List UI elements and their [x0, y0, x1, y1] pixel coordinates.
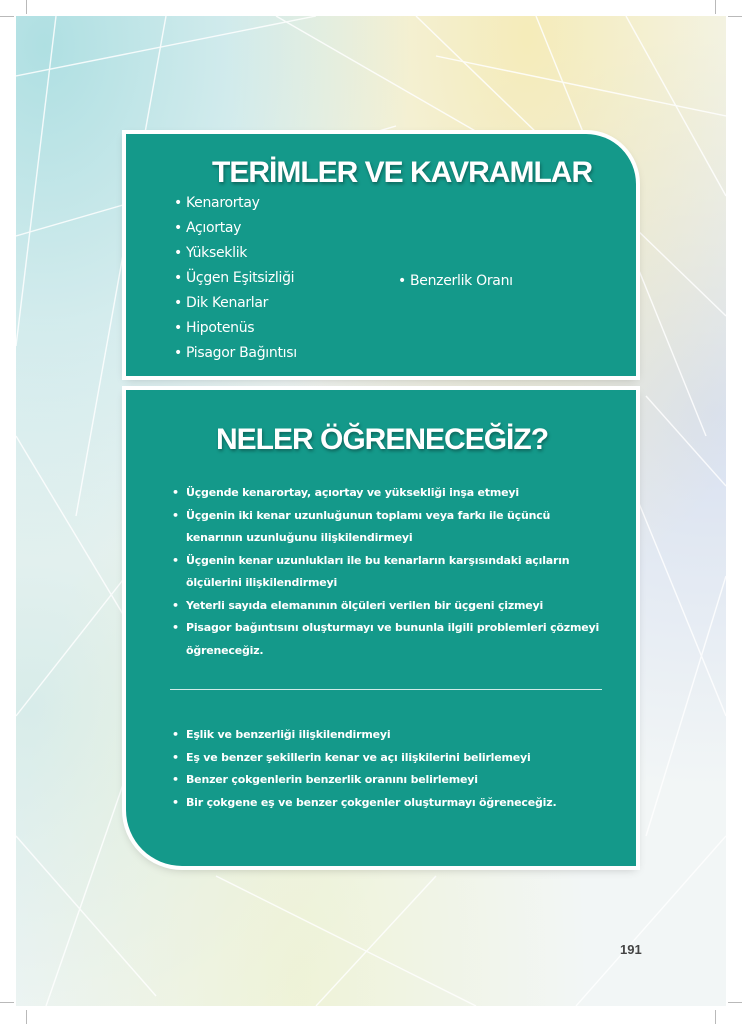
goal-item: • Bir çokgene eş ve benzer çokgenler oluşturmayı öğreneceğiz. — [170, 792, 610, 815]
page-number: 191 — [620, 942, 642, 957]
terms-title: TERİMLER VE KAVRAMLAR — [212, 156, 593, 189]
crop-mark — [0, 16, 14, 17]
crop-mark — [715, 0, 716, 14]
goal-item: • Eş ve benzer şekillerin kenar ve açı ilişkilerini belirlemeyi — [170, 747, 610, 770]
term-item: • Açıortay — [174, 220, 241, 236]
similarity-goals-list — [170, 724, 610, 814]
goal-item: • Üçgenin kenar uzunlukları ile bu kenarların karşısındaki açıların ölçülerini ilişkilendirmeyi — [170, 550, 610, 595]
crop-mark — [715, 1010, 716, 1024]
crop-mark — [0, 1002, 14, 1003]
triangle-goals-list — [170, 482, 610, 662]
goal-item: • Pisagor bağıntısını oluşturmayı ve bununla ilgili problemleri çözmeyi öğreneceğiz. — [170, 617, 610, 662]
goal-item: • Üçgende kenarortay, açıortay ve yüksekliği inşa etmeyi — [170, 482, 610, 505]
term-item: • Benzerlik Oranı — [398, 273, 513, 289]
term-item: • Yükseklik — [174, 245, 247, 261]
terms-card — [126, 134, 636, 376]
section-divider — [170, 689, 602, 690]
goal-item: • Yeterli sayıda elemanının ölçüleri verilen bir üçgeni çizmeyi — [170, 595, 610, 618]
goal-item: • Üçgenin iki kenar uzunluğunun toplamı veya farkı ile üçüncü kenarının uzunluğunu ilişkilendirmeyi — [170, 505, 610, 550]
term-item: • Dik Kenarlar — [174, 295, 268, 311]
term-item: • Kenarortay — [174, 195, 260, 211]
term-item: • Hipotenüs — [174, 320, 254, 336]
crop-mark — [26, 0, 27, 14]
learning-goals-title: NELER ÖĞRENECEĞİZ? — [216, 423, 549, 456]
learning-goals-card — [126, 390, 636, 866]
term-item: • Üçgen Eşitsizliği — [174, 270, 294, 286]
term-item: • Pisagor Bağıntısı — [174, 345, 297, 361]
goal-item: • Benzer çokgenlerin benzerlik oranını belirlemeyi — [170, 769, 610, 792]
crop-mark — [728, 1002, 742, 1003]
crop-mark — [728, 16, 742, 17]
goal-item: • Eşlik ve benzerliği ilişkilendirmeyi — [170, 724, 610, 747]
crop-mark — [26, 1010, 27, 1024]
